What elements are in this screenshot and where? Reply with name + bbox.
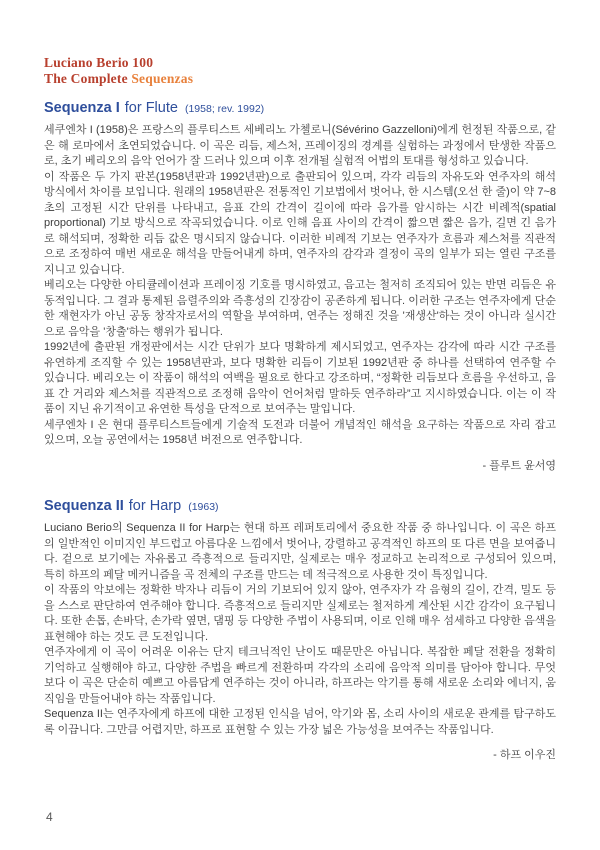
paragraph: 이 작품은 두 가지 판본(1958년판과 1992년판)으로 출판되어 있으며, 각각 리듬의 자유도와 연주자의 해석 방식에서 차이를 보입니다. 원래의 1958년판은 전통적인 기보법에서 벗어나, 한 시스템(오선 한 줄)이 약 7~8초의 고정된 시간 단위를 나타내고, 음표 간의 간격이 길이에 따라 음가를 암시하는 시간 비례적(spatial proportional) 기보 방식으로 작곡되었습니다. 이로 인해 음표 사이의 간격이 짧으면 짧은 음가, 길면 긴 음가로 해석되며, 정확한 리듬 값은 명시되지 않습니다. 이러한 비례적 기보는 연주자가 흐름과 제스처를 직관적으로 조정하여 매번 새로운 해석을 만들어내게 하며, 연주자의 감각과 결정이 곡의 일부가 되는 열린 구조를 지니고 있습니다. bbox=[44, 170, 556, 276]
section-title-date: (1958; rev. 1992) bbox=[184, 103, 265, 115]
section-title-sequenza-1 bbox=[44, 99, 556, 118]
brand-line-2-dark: The Complete bbox=[44, 70, 128, 86]
section-title-name: Sequenza I bbox=[44, 100, 120, 116]
paragraph: 세쿠엔차 I (1958)은 프랑스의 플루티스트 세베리노 가첼로니(Sévérino Gazzelloni)에게 헌정된 작품으로, 같은 해 로마에서 초연되었습니다. 이 곡은 리듬, 제스처, 프레이징의 경계를 실험하는 과정에서 탄생한 작품으로, 초기 베리오의 음악 언어가 잘 드러나 있으며 이후 전개될 실험적 어법의 토대를 형성하고 있습니다. bbox=[44, 124, 556, 167]
section-title-instrument: for Harp bbox=[128, 498, 182, 514]
section-body bbox=[44, 123, 556, 449]
paragraph: Sequenza II는 연주자에게 하프에 대한 고정된 인식을 넘어, 악기와 몸, 소리 사이의 새로운 관계를 탐구하도록 이끕니다. 그만큼 어렵지만, 하프로 표현할 수 있는 가장 넓은 가능성을 보여주는 작품입니다. bbox=[44, 708, 556, 736]
brand-line-1: Luciano Berio 100 bbox=[44, 55, 154, 70]
section-title-name: Sequenza II bbox=[44, 498, 124, 514]
event-brand-header bbox=[44, 55, 556, 86]
brand-line-2 bbox=[44, 71, 556, 87]
section-title-date: (1963) bbox=[188, 501, 219, 513]
attribution-harp: - 하프 이우진 bbox=[493, 749, 556, 761]
paragraph: 1992년에 출판된 개정판에서는 시간 단위가 보다 명확하게 제시되었고, 연주자는 감각에 따라 시간 구조를 유연하게 조직할 수 있는 1958년판과, 보다 명확한 리듬이 기보된 1992년판 중 하나를 선택하여 연주할 수 있습니다. 베리오는 이 작품이 해석의 여백을 필요로 한다고 강조하며, “정확한 리듬보다 흐름을 우선하고, 음표 간 거리와 제스처를 직관적으로 조정해 음악이 언어처럼 말하듯 연주하라”고 지시하였습니다. 이는 이 작품이 지닌 유기적이고 유연한 특성을 단적으로 보여주는 말입니다. bbox=[44, 341, 556, 415]
paragraph: 이 작품의 악보에는 정확한 박자나 리듬이 거의 기보되어 있지 않아, 연주자가 각 음형의 길이, 간격, 밀도 등을 스스로 판단하여 연주해야 합니다. 즉흥적으로 들리지만 실제로는 철저하게 계산된 시간 감각이 요구됩니다. 또한 손톱, 손바닥, 손가락 옆면, 댐핑 등 다양한 주법이 사용되며, 이로 인해 매우 섬세하고 다양한 음색을 표현해야 하는 것도 큰 도전입니다. bbox=[44, 584, 556, 643]
section-sequenza-2 bbox=[44, 497, 556, 764]
paragraph: Luciano Berio의 Sequenza II for Harp는 현대 하프 레퍼토리에서 중요한 작품 중 하나입니다. 이 곡은 하프의 일반적인 이미지인 부드럽고 아름다운 느낌에서 벗어나, 강렬하고 공격적인 하프의 또 다른 면을 보여줍니다. 겉으로 보기에는 자유롭고 즉흥적으로 들리지만, 실제로는 매우 정교하고 논리적으로 구성되어 있으며, 특히 하프의 페달 메커니즘을 곡 전체의 구조를 만드는 데 적극적으로 사용한 것이 특징입니다. bbox=[44, 522, 556, 581]
brand-line-2-accent: Sequenzas bbox=[131, 70, 194, 86]
section-sequenza-1 bbox=[44, 99, 556, 474]
section-body bbox=[44, 521, 556, 738]
paragraph: 세쿠엔차 I 은 현대 플루티스트들에게 기술적 도전과 더불어 개념적인 해석을 요구하는 작품으로 자리 잡고 있으며, 오늘 공연에서는 1958년 버전으로 연주합니다. bbox=[44, 418, 556, 446]
section-title-sequenza-2 bbox=[44, 497, 556, 516]
paragraph: 베리오는 다양한 아티큘레이션과 프레이징 기호를 명시하였고, 음고는 철저히 조직되어 있는 반면 리듬은 유동적입니다. 그 결과 통제된 음렬주의와 즉흥성의 긴장감이 공존하게 됩니다. 이러한 구조는 연주자에게 단순한 재현자가 아닌 공동 창작자로서의 역할을 부여하며, 연주는 정해진 것을 '재생산'하는 것이 아니라 실시간으로 음악을 '창출'하는 행위가 됩니다. bbox=[44, 279, 556, 338]
section-title-instrument: for Flute bbox=[124, 100, 178, 116]
page-number: 4 bbox=[46, 810, 53, 824]
attribution-flute: - 플루트 윤서영 bbox=[482, 459, 556, 472]
paragraph: 연주자에게 이 곡이 어려운 이유는 단지 테크닉적인 난이도 때문만은 아닙니다. 복잡한 페달 전환을 정확히 기억하고 실행해야 하고, 다양한 주법을 빠르게 전환하며 각각의 소리에 음악적 의미를 담아야 합니다. 무엇보다 이 곡은 단순히 예쁘고 아름답게 연주하는 것이 아니라, 하프라는 악기를 통해 새로운 소리와 에너지, 움직임을 만들어내야 하는 작품입니다. bbox=[44, 646, 556, 705]
